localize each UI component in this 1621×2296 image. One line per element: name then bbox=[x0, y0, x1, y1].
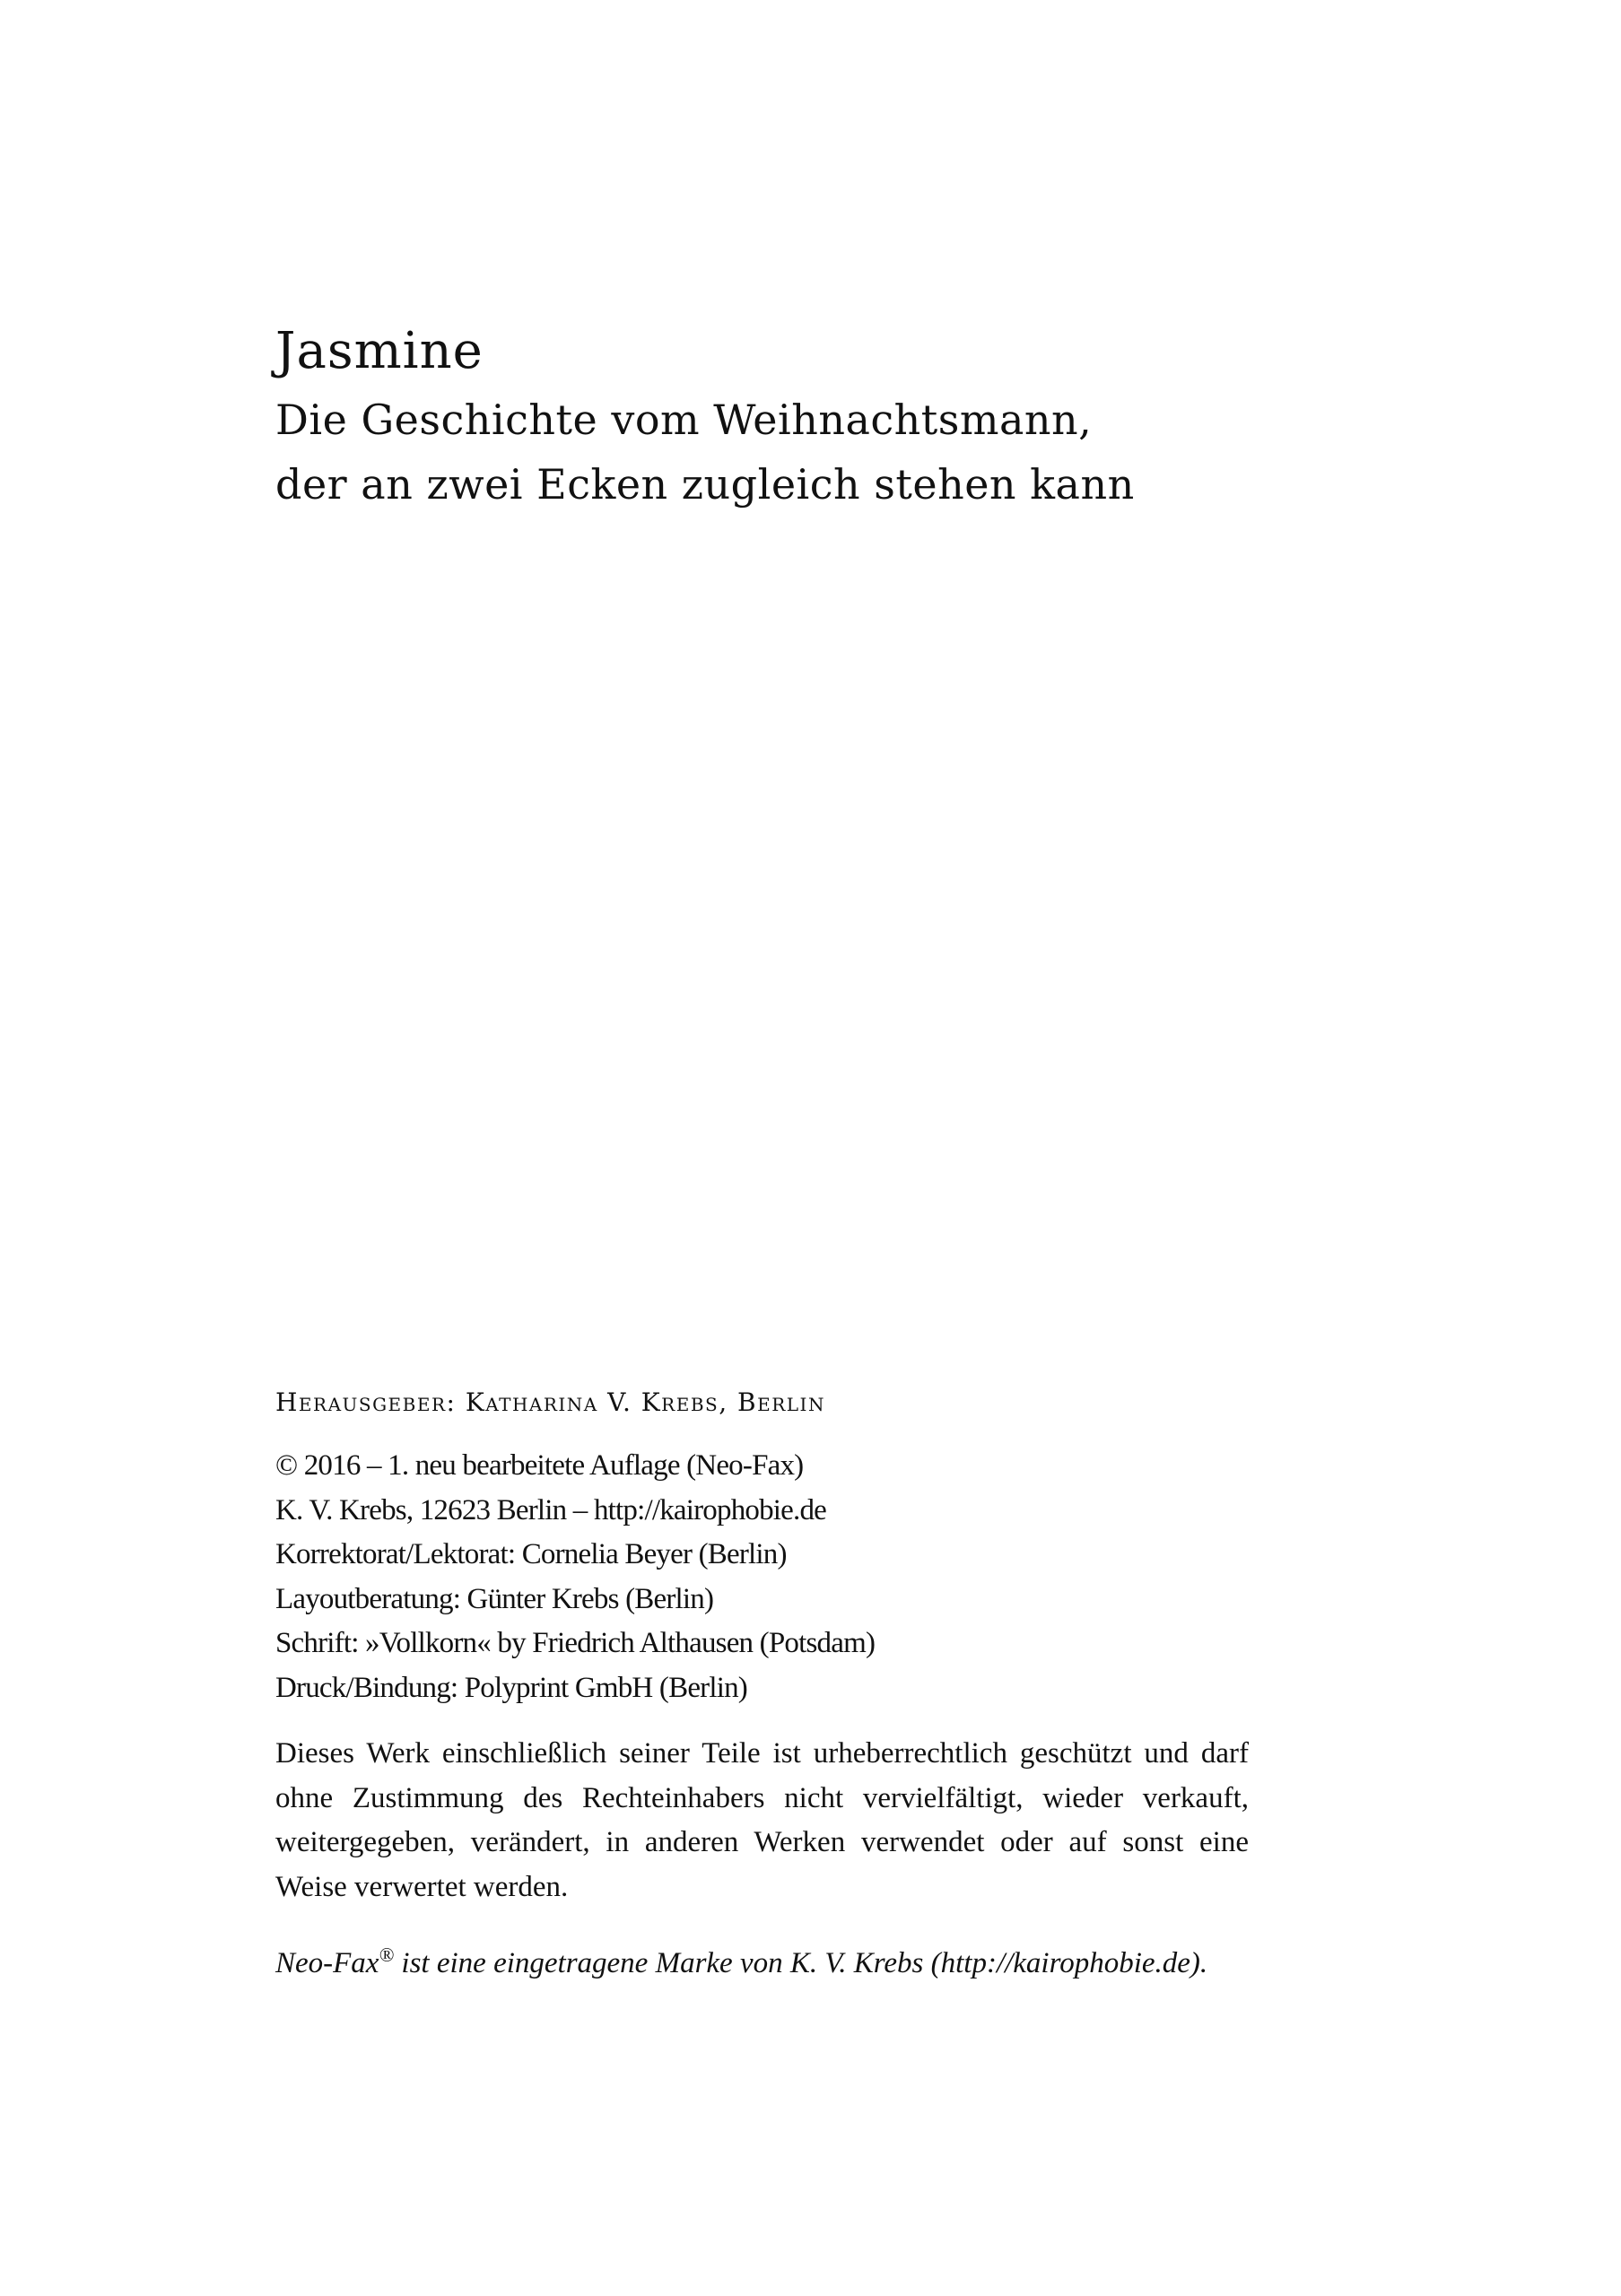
credit-layout: Layoutberatung: Günter Krebs (Berlin) bbox=[275, 1582, 714, 1615]
trademark-brand: Neo-Fax bbox=[275, 1947, 379, 1979]
trademark-text: ist eine eingetragene Marke von K. V. Krebs (http://kairophobie.de). bbox=[394, 1947, 1208, 1979]
publisher-line: Herausgeber: Katharina V. Krebs, Berlin bbox=[275, 1387, 825, 1417]
title-block bbox=[275, 316, 1262, 517]
credits-list bbox=[275, 1444, 1249, 1710]
copyright-notice: Dieses Werk einschließlich seiner Teile ist urheberrechtlich geschützt und darf ohne Zustimmung des Rechteinhabers nicht vervielfältigt, wieder verkauft, weitergegeben, verändert, in anderen Werken verwendet oder auf sonst eine Weise verwertet werden. bbox=[275, 1737, 1249, 1903]
credit-proofreading: Korrektorat/Lektorat: Cornelia Beyer (Berlin) bbox=[275, 1538, 787, 1570]
credit-edition: © 2016 – 1. neu bearbeitete Auflage (Neo-Fax) bbox=[275, 1449, 804, 1482]
credit-printing: Druck/Bindung: Polyprint GmbH (Berlin) bbox=[275, 1671, 747, 1704]
credit-font: Schrift: »Vollkorn« by Friedrich Althausen (Potsdam) bbox=[275, 1627, 876, 1659]
imprint-block bbox=[275, 1381, 1249, 1987]
trademark-notice bbox=[275, 1942, 1249, 1987]
credit-address: K. V. Krebs, 12623 Berlin – http://kairophobie.de bbox=[275, 1493, 827, 1526]
subtitle-line-2: der an zwei Ecken zugleich stehen kann bbox=[275, 460, 1135, 509]
subtitle-line-1: Die Geschichte vom Weihnachtsmann, bbox=[275, 396, 1093, 444]
registered-mark: ® bbox=[379, 1944, 395, 1966]
book-title: Jasmine bbox=[275, 322, 484, 380]
